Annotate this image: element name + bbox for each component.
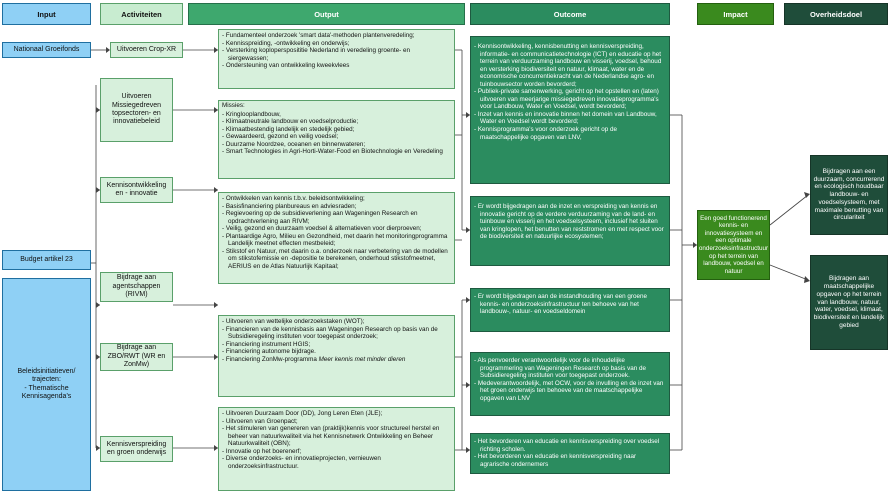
list-item: - Kennisprogramma's voor onderzoek gericht op de maatschappelijke opgaven van LNV,: [474, 126, 666, 141]
input-beleid: Beleidsinitiatieven/ trajecten: - Thematische Kennisagenda's: [2, 278, 91, 491]
header-activiteiten: Activiteiten: [100, 3, 183, 25]
list-item: - Stikstof en Natuur, met daarin o.a. onderzoek naar verbetering van de modellen om stikstofemissie en -depositie te berekenen, onderhoud stikstofmeetnet, AERIUS en de Atlas Natuurlijk Kapitaal;: [222, 248, 451, 271]
list-item: - Kennisontwikkeling, kennisbenutting en kennisverspreiding, informatie- en communicatietechnologie (ICT) en educatie op het terrein van verduurzaming landbouw en visserij, voedsel, behoud en versterking biodiversiteit en natuur, klimaat, water en de economische concurrentiekracht van de Nederlandse agro- en tuinbouwsector worden bevorderd;: [474, 43, 666, 88]
output-missies-list: [219, 111, 454, 158]
outcome-kennis-list: [471, 37, 669, 143]
list-item: - Inzet van kennis en innovatie binnen het domein van Landbouw, Water en Voedsel wordt bevorderd;: [474, 111, 666, 126]
list-item: - Financieren van de kennisbasis aan Wageningen Research op basis van de Subsidieregeling instituten voor toegepast onderzoek;: [222, 326, 451, 341]
list-item: - Het bevorderen van educatie en kennisverspreiding over voedsel richting scholen.: [474, 438, 666, 453]
list-item: - Uitvoeren van Groenpact;: [222, 418, 451, 426]
list-item: - Diverse onderzoeks- en innovatieprojecten, vernieuwen onderzoeksinfrastructuur.: [222, 455, 451, 470]
activity-bijdrage-rivm: Bijdrage aan agentschappen (RIVM): [100, 272, 173, 302]
list-item: - Regievoering op de subsidieverlening aan Wageningen Research en opdrachtverlening aan RIVM;: [222, 210, 451, 225]
activity-crop: Uitvoeren Crop-XR: [110, 42, 183, 58]
list-item: - Ondersteuning van ontwikkeling kweekvlees: [222, 62, 451, 70]
list-item: - Veilig, gezond en duurzaam voedsel & alternatieven voor dierproeven;: [222, 225, 451, 233]
outcome-educatie: [470, 433, 670, 474]
input-groeifonds: Nationaal Groeifonds: [2, 42, 91, 58]
list-item: - Er wordt bijgedragen aan de inzet en verspreiding van kennis en innovatie gericht op de verdere verduurzaming van de land- en tuinbouw en visserij en het voedselsysteem, inclusief het sluiten van kringlopen, het benutten van reststromen en met respect voor de biodiversiteit en natuurlijke ecosystemen;: [474, 203, 666, 241]
list-item: - Uitvoeren van wettelijke onderzoekstaken (WOT);: [222, 318, 451, 326]
outcome-educatie-list: [471, 434, 669, 470]
header-input: Input: [2, 3, 91, 25]
outcome-penvoerder: [470, 352, 670, 416]
list-item: - Gewaardeerd, gezond en veilig voedsel;: [222, 133, 451, 141]
output-missies-title: Missies:: [222, 102, 245, 109]
list-item: - Innovatie op het boerenerf;: [222, 448, 451, 456]
list-item: - Klimaatneutrale landbouw en voedselproductie;: [222, 118, 451, 126]
list-item: - Het stimuleren van genereren van (praktijk)kennis voor structureel herstel en beheer van natuurkwaliteit via het Kennisnetwerk Ontwikkeling en Beheer Natuurkwaliteit (OBN);: [222, 425, 451, 448]
outcome-penvoerder-list: [471, 353, 669, 404]
output-verspreiding: [218, 407, 455, 491]
outcome-verduurzaming: [470, 196, 670, 266]
list-item: - Klimaatbestendig landelijk en stedelijk gebied;: [222, 126, 451, 134]
output-crop-list: [219, 30, 454, 72]
activity-kennis: Kennisontwikkeling en - innovatie: [100, 177, 173, 203]
goal-maatschappelijk: Bijdragen aan maatschappelijke opgaven op het terrein van landbouw, natuur, water, voedsel, klimaat, biodiversiteit en landelijk gebied: [810, 255, 888, 350]
activity-verspreiding: Kennisverspreiding en groen onderwijs: [100, 436, 173, 462]
list-item: - Uitvoeren Duurzaam Door (DD), Jong Leren Eten (JLE);: [222, 410, 451, 418]
goal-duurzaam: Bijdragen aan een duurzaam, concurrerend en ecologisch houdbaar landbouw- en voedselsysteem, met maximale benutting van circulariteit: [810, 155, 888, 235]
list-item: - Publiek-private samenwerking, gericht op het opstellen en (laten) uitvoeren van meerjarige missiegedreven innovatieprogramma's voor Landbouw, Water en Voedsel, wordt bevorderd;: [474, 88, 666, 111]
list-item: - Kennisspreiding, -ontwikkeling en onderwijs;: [222, 40, 451, 48]
output-zbo-list: [219, 316, 454, 365]
list-item: - Het bevorderen van educatie en kennisverspreiding naar agrarische ondernemers: [474, 453, 666, 468]
header-outcome: Outcome: [470, 3, 670, 25]
outcome-infrastructuur-list: [471, 289, 669, 318]
list-item: - Medeverantwoordelijk, met OCW, voor de invulling en de inzet van het groen onderwijs ten behoeve van de maatschappelijke opgaven van LNV: [474, 380, 666, 403]
list-item: - Financiering instrument HGIS;: [222, 341, 451, 349]
list-item: - Ontwikkelen van kennis t.b.v. beleidsontwikkeling;: [222, 195, 451, 203]
outcome-infrastructuur: [470, 288, 670, 332]
output-kennis: [218, 192, 455, 284]
list-item: - Smart Technologies in Agri-Horti-Water-Food en Biotechnologie en Veredeling: [222, 148, 451, 156]
outcome-verduurzaming-list: [471, 197, 669, 243]
output-kennis-list: [219, 193, 454, 272]
list-item: - Duurzame Noordzee, oceanen en binnenwateren;: [222, 141, 451, 149]
italic-program-name: Meer kennis met minder dieren: [316, 355, 406, 363]
list-item: - Fundamenteel onderzoek 'smart data'-methoden plantenveredeling;: [222, 32, 451, 40]
output-crop: [218, 29, 455, 89]
output-missies: [218, 100, 455, 179]
list-item: - Er wordt bijgedragen aan de instandhouding van een groene kennis- en onderzoeksinfrastructuur ten behoeve van het landbouw-, natuur- en voedseldomein: [474, 293, 666, 316]
activity-bijdrage-zbo: Bijdrage aan ZBO/RWT (WR en ZonMw): [100, 343, 173, 371]
header-output: Output: [188, 3, 465, 25]
list-item: - Als penvoerder verantwoordelijk voor de inhoudelijke programmering van Wageningen Research op basis van de Subsidieregeling instituten voor toegepast onderzoek.: [474, 357, 666, 380]
list-item: - Versterking koplopersposititie Nederland in veredeling groente- en siergewassen;: [222, 47, 451, 62]
list-item: - Plantaardige Agro, Milieu en Gezondheid, met daarin het monitoringprogramma Landelijk meetnet effecten mestbeleid;: [222, 233, 451, 248]
input-budget: Budget artikel 23: [2, 250, 91, 270]
outcome-kennis: [470, 36, 670, 184]
impact-box: Een goed functionerend kennis- en innovatiesysteem en een optimale onderzoeksinfrastructuur op het terrein van landbouw, voedsel en natuur: [697, 210, 770, 280]
header-overheidsdoel: Overheidsdoel: [784, 3, 888, 25]
output-zbo: [218, 315, 455, 397]
output-verspreiding-list: [219, 408, 454, 472]
list-item: - Financiering ZonMw-programma Meer kennis met minder dieren: [222, 356, 451, 364]
activity-missie: Uitvoeren Missiegedreven topsectoren- en innovatiebeleid: [100, 78, 173, 142]
list-item: - Financiering autonome bijdrage.: [222, 348, 451, 356]
list-item: - Basisfinanciering planbureaus en adviesraden;: [222, 203, 451, 211]
list-item: - Kringlooplandbouw,: [222, 111, 451, 119]
header-impact: Impact: [697, 3, 774, 25]
